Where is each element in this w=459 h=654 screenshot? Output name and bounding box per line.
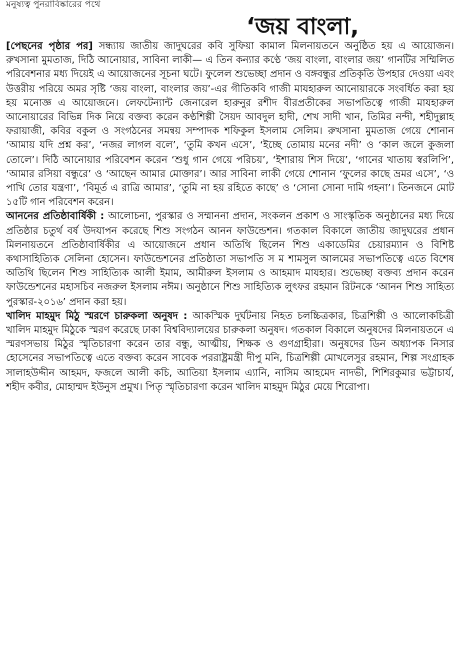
paragraph-khalid-mahmud-mithu [6,310,454,395]
subheading-khalid-mahmud-mithu: খালিদ মাহমুদ মিঠু স্মরণে চারুকলা অনুষদ : [6,310,188,322]
clipped-top-line: মনুষ্যত্ব পুনরাবিষ্কারের পথে [6,0,101,10]
continuation-marker: [পেছনের পৃষ্ঠার পর] [6,41,93,52]
headline: ‘জয় বাংলা, [246,14,359,40]
paragraph-text: আলোচনা, পুরস্কার ও সম্মাননা প্রদান, সংকলন প্রকাশ ও সাংস্কৃতিক অনুষ্ঠানের মধ্য দিয়ে প্রতিষ্ঠার চতুর্থ বর্ষ উদযাপন করেছে শিশু সংগঠন আনন ফাউন্ডেশন। গতকাল বিকালে জাতীয় জাদুঘরের প্রধান মিলনায়তনে প্রতিষ্ঠাবার্ষিকীর এ আয়োজনে প্রধান অতিথি ছিলেন শিশু একাডেমির চেয়ারম্যান ও বিশিষ্ট কথাসাহিত্যিক সেলিনা হোসেন। ফাউন্ডেশনের প্রতিষ্ঠাতা সভাপতি স ম শামসুল আলমের সভাপতিত্বে এতে বিশেষ অতিথি ছিলেন শিশু সাহিত্যিক আলী ইমাম, আমীরুল ইসলাম ও আহমাদ মাযহার। শুভেচ্ছা বক্তব্য প্রদান করেন ফাউন্ডেশনের মহাসচিব নজরুল ইসলাম নঈম। অনুষ্ঠানে শিশু সাহিত্যিক লুৎফর রহমান রিটনকে ‘আনন শিশু সাহিত্য পুরস্কার-২০১৬’ প্রদান করা হয়। [6,211,454,308]
paragraph-text: সন্ধ্যায় জাতীয় জাদুঘরের কবি সুফিয়া কামাল মিলনায়তনে অনুষ্ঠিত হয় এ আয়োজন। রুখসানা মুমতাজ, দিঠি আনোয়ার, সাবিনা লাকী— এ তিন কন্যার কণ্ঠে ‘জয় বাংলা, বাংলার জয়’ গানটির সম্মিলিত পরিবেশনার মধ্য দিয়েই এ আয়োজনের সূচনা ঘটে। ফুলেল শুভেচ্ছা প্রদান ও বঙ্গবন্ধুর প্রতিকৃতি উপহার দেওয়া এবং উত্তরীয় পরিয়ে অমর সৃষ্টি ‘জয় বাংলা, বাংলার জয়’-এর গীতিকবি গাজী মাযহারুল আনোয়ারকে সংবর্ধিত করা হয় হয় মনোজ্ঞ এ আয়োজনে। লেফটেন্যান্ট জেনারেল হারুনুর রশীদ বীরপ্রতীকের সভাপতিত্বে গাজী মাযহারুল আনোয়ারের বিভিন্ন দিক নিয়ে বক্তব্য করেন কণ্ঠশিল্পী সৈয়দ আবদুল হাদী, শেখ সাদী খান, তিমির নন্দী, শহীদুল্লাহ ফরায়াজী, কবির বকুল ও সংগঠনের সমন্বয় সম্পাদক শফিকুল ইসলাম সেলিম। রুখসানা মুমতাজ গেয়ে শোনান ‘আমায় যদি প্রশ্ন কর’, ‘নজর লাগল বলে’, ‘তুমি কখন এসে’, ‘ইচ্ছে তোমায় মনের নদী’ ও ‘কাল জলে কুজলা তোলে’। দিঠি আনোয়ার পরিবেশন করেন ‘শুধু গান গেয়ে পরিচয়’, ‘ইশারায় শিস দিয়ে’, ‘গানের খাতায় স্বরলিপি’, ‘আমার রসিয়া বন্ধুরে’ ও ‘আছেন আমার মোক্তার’। আর সাবিনা লাকী গেয়ে শোনান ‘ফুলের কাছে ভ্রমর এসে’, ‘ও পাখি তোর যন্ত্রণা’, ‘বিমূর্ত এ রাত্রি আমার’, ‘তুমি না হয় রহিতে কাছে’ ও ‘সোনা সোনা দামি গহনা’। তিনজনে মোট ১৫টি গান পরিবেশন করেন। [6,41,455,209]
article-body [6,40,454,395]
paragraph-anan-anniversary [6,210,454,309]
subheading-anan-anniversary: আননের প্রতিষ্ঠাবার্ষিকী : [6,211,105,223]
paragraph-continuation [6,40,454,210]
paragraph-text: আকস্মিক দুর্ঘটনায় নিহত চলচ্চিত্রকার, চিত্রশিল্পী ও আলোকচিত্রী খালিদ মাহমুদ মিঠুকে স্মরণ করেছে ঢাকা বিশ্ববিদ্যালয়ের চারুকলা অনুষদ। গতকাল বিকালে অনুষদের মিলনায়তনে এ স্মরণসভায় মিঠুর স্মৃতিচারণা করেন তার বন্ধু, আত্মীয়, শিক্ষক ও গুণগ্রাহীরা। অনুষদের ডিন অধ্যাপক নিসার হোসেনের সভাপতিত্বে এতে বক্তব্য করেন সাবেক পররাষ্ট্রমন্ত্রী দীপু মনি, চিত্রশিল্পী মোখলেসুর রহমান, শিল্প সংগ্রাহক সালাহউদ্দীন আহমদ, ফজলে আলী কচি, আতিয়া ইসলাম এ্যানি, নাসিম আহমেদ নাদভী, শিশিরকুমার ভট্টাচার্য, শহীদ কবীর, মোহাম্মদ ইউনুস প্রমুখ। পিতৃ স্মৃতিচারণা করেন খালিদ মাহমুদ মিঠুর মেয়ে শিরোপা। [6,310,454,393]
